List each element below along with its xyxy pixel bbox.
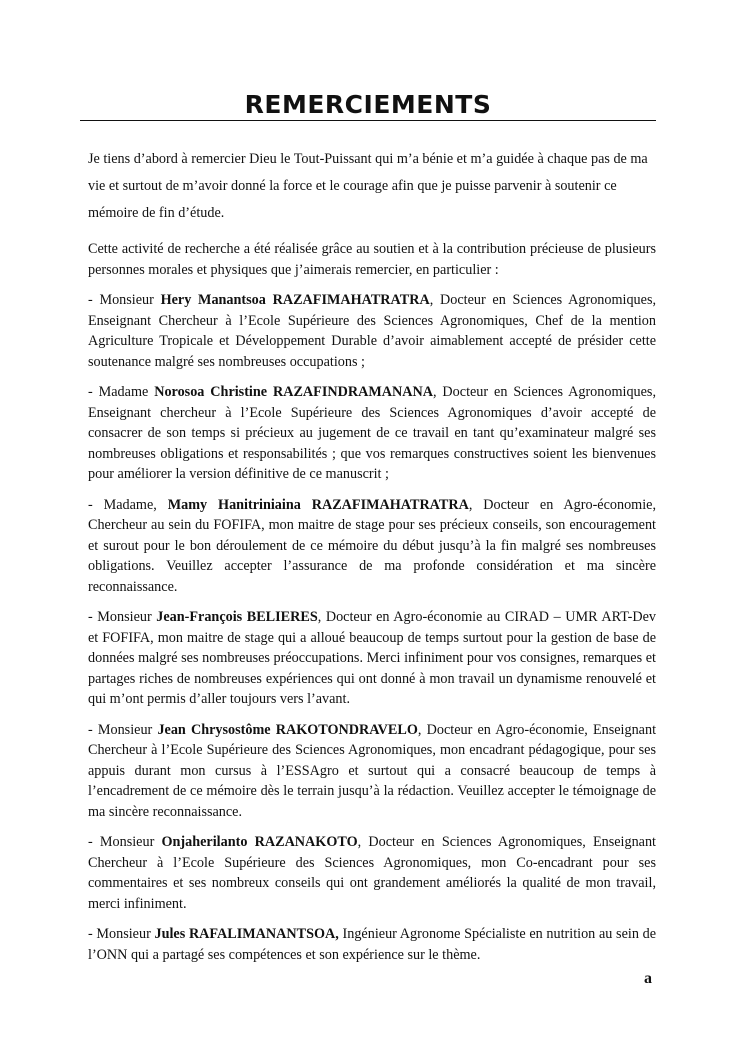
person-name: Jean Chrysostôme RAKOTONDRAVELO	[157, 721, 418, 738]
person-name: Jean-François BELIERES	[156, 609, 318, 625]
person-name: Norosoa Christine RAZAFINDRAMANANA	[154, 384, 433, 400]
paragraph-prefix: - Madame	[88, 384, 155, 400]
page-title: REMERCIEMENTS	[244, 90, 492, 119]
paragraph-ack-2	[88, 382, 656, 485]
paragraph-text: , Docteur en Agro-économie, Chercheur au sein du FOFIFA, mon maitre de stage pour ses précieux conseils, son encouragement et surout pour le bon déroulement de ce mémoire du début jusqu’à la fin malgré ses nombreuses obligations. Veuillez accepter l’assurance de ma profonde considération et ma sincère reconnaissance.	[88, 496, 656, 595]
paragraph-prefix: - Monsieur	[88, 834, 162, 850]
person-name: Mamy Hanitriniaina RAZAFIMAHATRATRA	[167, 496, 469, 513]
paragraph-prefix: - Madame,	[88, 496, 168, 513]
paragraph-prefix: - Monsieur	[88, 721, 158, 738]
person-name: Jules RAFALIMANANTSOA,	[154, 926, 339, 942]
paragraph-prefix: - Monsieur	[88, 926, 155, 942]
paragraph-ack-4	[88, 607, 656, 710]
paragraph-prefix: - Monsieur	[88, 609, 157, 625]
paragraph-text: , Docteur en Sciences Agronomiques, Enseignant Chercheur à l’Ecole Supérieure des Sciences Agronomiques, mon Co-encadrant pour ses commentaires et ses nombreux conseils qui ont grandement améliorés la qualité de mon travail, merci infiniment.	[88, 834, 657, 912]
paragraph-text: Cette activité de recherche a été réalisée grâce au soutien et à la contribution précieuse de plusieurs personnes morales et physiques que j’aimerais remercier, en particulier :	[88, 241, 656, 278]
intro-paragraph: Je tiens d’abord à remercier Dieu le Tout-Puissant qui m’a bénie et m’a guidée à chaque pas de ma vie et surtout de m’avoir donné la force et le courage afin que je puisse parvenir à soutenir ce mémoire de fin d’étude.	[88, 151, 648, 221]
paragraph-prefix: - Monsieur	[88, 292, 161, 308]
person-name: Hery Manantsoa RAZAFIMAHATRATRA	[160, 292, 430, 308]
person-name: Onjaherilanto RAZANAKOTO	[161, 834, 358, 850]
paragraph-ack-5	[88, 720, 656, 823]
paragraph-text: Ingénieur Agronome Spécialiste en nutrition au sein de l’ONN qui a partagé ses compétences et son expérience sur le thème.	[88, 926, 656, 963]
paragraph-text: , Docteur en Sciences Agronomiques, Enseignant chercheur à l’Ecole Supérieure des Sciences Agronomiques d’avoir accepté de consacrer de son temps si précieux au jugement de ce travail en tant qu’examinateur malgré ses nombreuses obligations et responsabilités ; que vos remarques constructives soient les bienvenues pour améliorer la version définitive de ce manuscrit ;	[88, 384, 656, 482]
paragraph-ack-3	[88, 495, 656, 598]
title-underline	[80, 120, 656, 121]
acknowledgements-body	[88, 146, 656, 975]
paragraph-context	[88, 239, 656, 280]
paragraph-text: , Docteur en Agro-économie au CIRAD – UMR ART-Dev et FOFIFA, mon maitre de stage qui a alloué beaucoup de temps surtout pour la gestion de base de données malgré ses nombreuses préoccupations. Merci infiniment pour vos consignes, remarques et partages riches de nombreuses expériences qui ont donné à mon travail un dynamisme renouvelé et qui m’ont permis d’aller toujours vers l’avant.	[88, 609, 656, 707]
paragraph-ack-1	[88, 290, 656, 372]
paragraph-text: , Docteur en Sciences Agronomiques, Enseignant Chercheur à l’Ecole Supérieure des Sciences Agronomiques, Chef de la mention Agriculture Tropicale et Développement Durable d’avoir aimablement accepté de présider cette soutenance malgré ses nombreuses occupations ;	[88, 292, 657, 370]
paragraph-text: , Docteur en Agro-économie, Enseignant Chercheur à l’Ecole Supérieure des Sciences Agronomiques, mon encadrant pédagogique, pour ses appuis durant mon cursus à l’ESSAgro et surtout qui a consacré beaucoup de temps à l’encadrement de ce mémoire dès le terrain jusqu’à la rédaction. Veuillez accepter le témoignage de ma sincère reconnaissance.	[88, 721, 657, 820]
paragraph-ack-7	[88, 924, 656, 965]
page-number: a	[644, 970, 652, 987]
paragraph-ack-6	[88, 832, 656, 914]
